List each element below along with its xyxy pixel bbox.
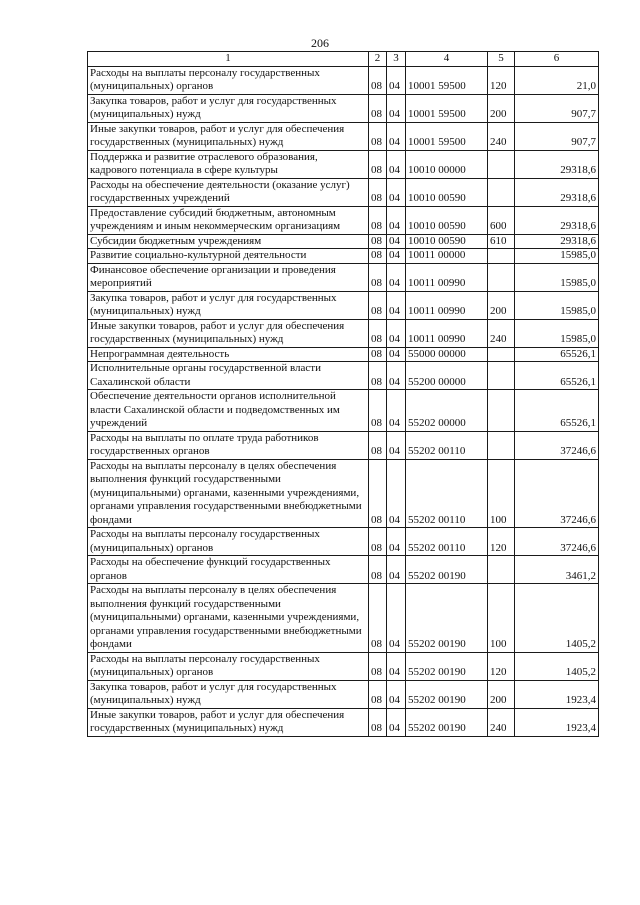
- header-col-4: 4: [406, 52, 488, 67]
- row-amount: 37246,6: [515, 459, 599, 528]
- table-row: [88, 178, 599, 206]
- row-subsection: 04: [387, 528, 406, 556]
- row-section: 08: [369, 431, 387, 459]
- row-amount: 37246,6: [515, 528, 599, 556]
- row-section: 08: [369, 234, 387, 249]
- row-section: 08: [369, 584, 387, 653]
- row-name: Расходы на выплаты по оплате труда работников государственных органов: [88, 431, 369, 459]
- row-amount: 1405,2: [515, 584, 599, 653]
- row-amount: 1923,4: [515, 680, 599, 708]
- row-section: 08: [369, 178, 387, 206]
- row-name: Расходы на обеспечение деятельности (оказание услуг) государственных учреждений: [88, 178, 369, 206]
- row-section: 08: [369, 206, 387, 234]
- table-row: [88, 680, 599, 708]
- row-expense-type: [488, 150, 515, 178]
- row-subsection: 04: [387, 347, 406, 362]
- row-target-code: 10011 00990: [406, 291, 488, 319]
- row-amount: 29318,6: [515, 178, 599, 206]
- row-expense-type: 240: [488, 122, 515, 150]
- row-amount: 907,7: [515, 122, 599, 150]
- row-subsection: 04: [387, 291, 406, 319]
- row-expense-type: 240: [488, 319, 515, 347]
- row-target-code: 10001 59500: [406, 122, 488, 150]
- row-expense-type: 120: [488, 66, 515, 94]
- row-target-code: 55202 00190: [406, 652, 488, 680]
- row-subsection: 04: [387, 178, 406, 206]
- table-row: [88, 66, 599, 94]
- row-target-code: 55200 00000: [406, 362, 488, 390]
- row-amount: 15985,0: [515, 319, 599, 347]
- row-section: 08: [369, 459, 387, 528]
- row-subsection: 04: [387, 249, 406, 264]
- row-expense-type: 610: [488, 234, 515, 249]
- row-section: 08: [369, 347, 387, 362]
- row-amount: 907,7: [515, 94, 599, 122]
- row-section: 08: [369, 708, 387, 736]
- row-subsection: 04: [387, 122, 406, 150]
- row-target-code: 10010 00590: [406, 234, 488, 249]
- row-subsection: 04: [387, 708, 406, 736]
- row-name: Исполнительные органы государственной власти Сахалинской области: [88, 362, 369, 390]
- row-section: 08: [369, 291, 387, 319]
- row-section: 08: [369, 249, 387, 264]
- row-subsection: 04: [387, 652, 406, 680]
- row-subsection: 04: [387, 66, 406, 94]
- row-amount: 65526,1: [515, 362, 599, 390]
- row-expense-type: [488, 347, 515, 362]
- row-amount: 15985,0: [515, 263, 599, 291]
- table-row: [88, 263, 599, 291]
- row-subsection: 04: [387, 680, 406, 708]
- row-name: Расходы на выплаты персоналу государственных (муниципальных) органов: [88, 652, 369, 680]
- row-target-code: 10010 00000: [406, 150, 488, 178]
- row-expense-type: 200: [488, 680, 515, 708]
- row-amount: 21,0: [515, 66, 599, 94]
- row-name: Закупка товаров, работ и услуг для государственных (муниципальных) нужд: [88, 680, 369, 708]
- row-expense-type: [488, 249, 515, 264]
- table-row: [88, 431, 599, 459]
- row-subsection: 04: [387, 263, 406, 291]
- header-col-5: 5: [488, 52, 515, 67]
- row-target-code: 55202 00190: [406, 584, 488, 653]
- table-row: [88, 249, 599, 264]
- row-subsection: 04: [387, 390, 406, 432]
- row-target-code: 55202 00190: [406, 708, 488, 736]
- row-expense-type: 100: [488, 459, 515, 528]
- table-row: [88, 122, 599, 150]
- row-expense-type: [488, 178, 515, 206]
- row-expense-type: 120: [488, 528, 515, 556]
- row-amount: 15985,0: [515, 291, 599, 319]
- row-subsection: 04: [387, 584, 406, 653]
- row-section: 08: [369, 150, 387, 178]
- row-name: Расходы на выплаты персоналу в целях обеспечения выполнения функций государственными (муниципальными) органами, казенными учреждениями, органами управления государственными внебюджетными фондами: [88, 584, 369, 653]
- row-name: Расходы на обеспечение функций государственных органов: [88, 556, 369, 584]
- table-row: [88, 234, 599, 249]
- row-expense-type: 200: [488, 94, 515, 122]
- budget-table: [87, 51, 599, 737]
- row-subsection: 04: [387, 556, 406, 584]
- row-subsection: 04: [387, 150, 406, 178]
- row-amount: 37246,6: [515, 431, 599, 459]
- table-row: [88, 584, 599, 653]
- row-name: Иные закупки товаров, работ и услуг для обеспечения государственных (муниципальных) нужд: [88, 122, 369, 150]
- row-section: 08: [369, 263, 387, 291]
- row-expense-type: [488, 390, 515, 432]
- row-expense-type: [488, 263, 515, 291]
- row-amount: 29318,6: [515, 234, 599, 249]
- row-subsection: 04: [387, 362, 406, 390]
- row-subsection: 04: [387, 319, 406, 347]
- row-target-code: 55202 00110: [406, 459, 488, 528]
- row-target-code: 55000 00000: [406, 347, 488, 362]
- row-target-code: 55202 00000: [406, 390, 488, 432]
- row-target-code: 10011 00000: [406, 249, 488, 264]
- row-subsection: 04: [387, 94, 406, 122]
- row-expense-type: [488, 362, 515, 390]
- row-amount: 29318,6: [515, 150, 599, 178]
- table-row: [88, 94, 599, 122]
- row-expense-type: 100: [488, 584, 515, 653]
- row-name: Развитие социально-культурной деятельности: [88, 249, 369, 264]
- row-expense-type: 120: [488, 652, 515, 680]
- row-section: 08: [369, 362, 387, 390]
- row-target-code: 10001 59500: [406, 66, 488, 94]
- row-name: Обеспечение деятельности органов исполнительной власти Сахалинской области и подведомственных им учреждений: [88, 390, 369, 432]
- row-name: Поддержка и развитие отраслевого образования, кадрового потенциала в сфере культуры: [88, 150, 369, 178]
- table-row: [88, 347, 599, 362]
- row-amount: 65526,1: [515, 390, 599, 432]
- row-name: Непрограммная деятельность: [88, 347, 369, 362]
- header-col-2: 2: [369, 52, 387, 67]
- row-name: Иные закупки товаров, работ и услуг для обеспечения государственных (муниципальных) нужд: [88, 319, 369, 347]
- row-section: 08: [369, 556, 387, 584]
- row-section: 08: [369, 94, 387, 122]
- row-name: Предоставление субсидий бюджетным, автономным учреждениям и иным некоммерческим организациям: [88, 206, 369, 234]
- table-row: [88, 362, 599, 390]
- header-col-3: 3: [387, 52, 406, 67]
- row-name: Расходы на выплаты персоналу государственных (муниципальных) органов: [88, 66, 369, 94]
- row-expense-type: 240: [488, 708, 515, 736]
- row-name: Иные закупки товаров, работ и услуг для обеспечения государственных (муниципальных) нужд: [88, 708, 369, 736]
- row-section: 08: [369, 66, 387, 94]
- row-amount: 65526,1: [515, 347, 599, 362]
- table-row: [88, 150, 599, 178]
- row-subsection: 04: [387, 234, 406, 249]
- row-expense-type: [488, 431, 515, 459]
- row-amount: 1405,2: [515, 652, 599, 680]
- row-section: 08: [369, 390, 387, 432]
- row-name: Финансовое обеспечение организации и проведения мероприятий: [88, 263, 369, 291]
- row-section: 08: [369, 652, 387, 680]
- row-amount: 29318,6: [515, 206, 599, 234]
- row-target-code: 10011 00990: [406, 263, 488, 291]
- row-expense-type: 600: [488, 206, 515, 234]
- page-number: 206: [311, 36, 329, 50]
- row-target-code: 55202 00110: [406, 528, 488, 556]
- table-row: [88, 206, 599, 234]
- table-row: [88, 291, 599, 319]
- row-name: Закупка товаров, работ и услуг для государственных (муниципальных) нужд: [88, 291, 369, 319]
- row-name: Расходы на выплаты персоналу государственных (муниципальных) органов: [88, 528, 369, 556]
- row-target-code: 55202 00190: [406, 680, 488, 708]
- row-section: 08: [369, 122, 387, 150]
- row-subsection: 04: [387, 459, 406, 528]
- table-header-row: [88, 52, 599, 67]
- header-col-6: 6: [515, 52, 599, 67]
- row-target-code: 10011 00990: [406, 319, 488, 347]
- row-name: Субсидии бюджетным учреждениям: [88, 234, 369, 249]
- row-section: 08: [369, 680, 387, 708]
- row-section: 08: [369, 528, 387, 556]
- row-subsection: 04: [387, 431, 406, 459]
- table-row: [88, 390, 599, 432]
- row-amount: 15985,0: [515, 249, 599, 264]
- row-target-code: 55202 00110: [406, 431, 488, 459]
- row-target-code: 10010 00590: [406, 206, 488, 234]
- row-target-code: 10010 00590: [406, 178, 488, 206]
- row-name: Расходы на выплаты персоналу в целях обеспечения выполнения функций государственными (муниципальными) органами, казенными учреждениями, органами управления государственными внебюджетными фондами: [88, 459, 369, 528]
- row-name: Закупка товаров, работ и услуг для государственных (муниципальных) нужд: [88, 94, 369, 122]
- row-target-code: 10001 59500: [406, 94, 488, 122]
- table-row: [88, 708, 599, 736]
- row-section: 08: [369, 319, 387, 347]
- row-amount: 1923,4: [515, 708, 599, 736]
- row-expense-type: [488, 556, 515, 584]
- table-row: [88, 652, 599, 680]
- header-col-1: 1: [88, 52, 369, 67]
- table-row: [88, 528, 599, 556]
- row-subsection: 04: [387, 206, 406, 234]
- table-row: [88, 319, 599, 347]
- table-row: [88, 459, 599, 528]
- row-target-code: 55202 00190: [406, 556, 488, 584]
- table-row: [88, 556, 599, 584]
- row-expense-type: 200: [488, 291, 515, 319]
- row-amount: 3461,2: [515, 556, 599, 584]
